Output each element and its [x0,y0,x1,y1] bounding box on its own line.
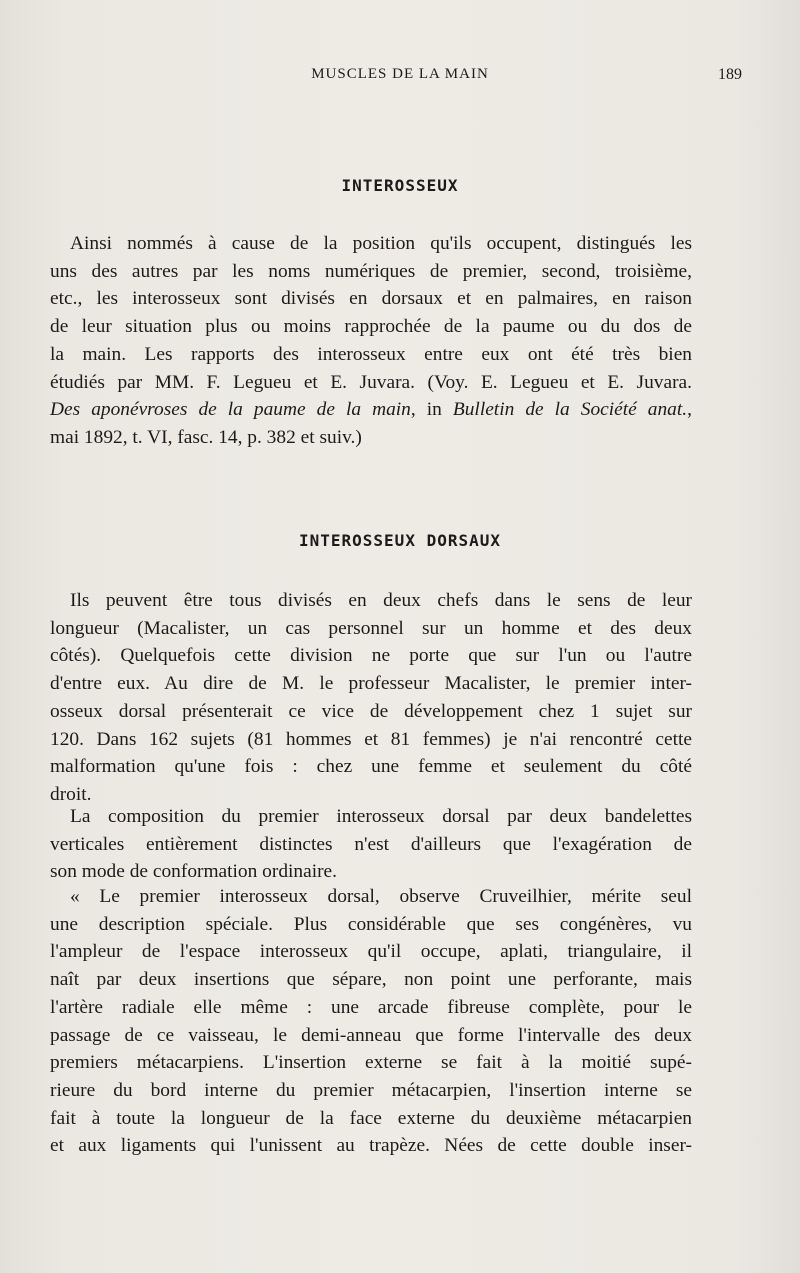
text-line: la main. Les rapports des interosseux entre eux ont été très bien [50,343,692,365]
text-line: son mode de conformation ordinaire. [50,861,338,883]
text-line: mai 1892, t. VI, fasc. 14, p. 382 et suiv.) [50,426,362,448]
text-line: « Le premier interosseux dorsal, observe Cruveilhier, mérite seul [70,886,692,907]
running-title: MUSCLES DE LA MAIN [311,66,489,82]
text-line: 120. Dans 162 sujets (81 hommes et 81 femmes) je n'ai rencontré cette [50,728,692,750]
paragraph-interosseux-intro [50,230,692,452]
text-line: droit. [50,783,92,805]
citation-tail: , [687,399,692,421]
text-line: d'entre eux. Au dire de M. le professeur Macalister, le premier inter- [50,673,692,695]
paragraph-dorsaux-3-quote [50,883,692,1160]
text-line: naît par deux insertions que sépare, non point une perforante, mais [50,969,692,991]
text-line: l'ampleur de l'espace interosseux qu'il occupe, aplati, triangulaire, il [50,941,692,963]
text-line: et aux ligaments qui l'unissent au trapèze. Nées de cette double inser- [50,1135,692,1157]
text-line: longueur (Macalister, un cas personnel sur un homme et des deux [50,617,692,639]
text-line: La composition du premier interosseux dorsal par deux bandelettes [70,806,692,827]
section-heading-interosseux: INTEROSSEUX [341,176,459,195]
text-line: uns des autres par les noms numériques de premier, second, troisième, [50,260,692,282]
citation-title-2: Bulletin de la Société anat. [452,399,688,421]
text-line: côtés). Quelquefois cette division ne porte que sur l'un ou l'autre [50,645,692,667]
citation-line [50,396,692,424]
paragraph-dorsaux-1 [50,587,692,809]
running-head [50,66,750,90]
text-line: etc., les interosseux sont divisés en dorsaux et en palmaires, en raison [50,288,692,310]
text-line: une description spéciale. Plus considérable que ses congénères, vu [50,913,692,935]
text-line: l'artère radiale elle même : une arcade fibreuse complète, pour le [50,996,692,1018]
text-line: Ils peuvent être tous divisés en deux chefs dans le sens de leur [70,590,692,611]
section-heading-interosseux-dorsaux: INTEROSSEUX DORSAUX [298,531,502,550]
citation-separator: , in [410,399,453,421]
text-line: verticales entièrement distinctes n'est d'ailleurs que l'exagération de [50,833,692,855]
text-line: passage de ce vaisseau, le demi-anneau que forme l'intervalle des deux [50,1024,692,1046]
paragraph-dorsaux-2 [50,803,692,886]
text-line: fait à toute la longueur de la face externe du deuxième métacarpien [50,1107,692,1129]
text-line: rieure du bord interne du premier métacarpien, l'insertion interne se [50,1079,692,1101]
text-line: premiers métacarpiens. L'insertion externe se fait à la moitié supé- [50,1052,692,1074]
text-line: de leur situation plus ou moins rapprochée de la paume ou du dos de [50,316,692,338]
text-line: malformation qu'une fois : chez une femme et seulement du côté [50,756,692,778]
page-number: 189 [718,66,742,83]
citation-title-1: Des aponévroses de la paume de la main [50,399,411,421]
text-line: étudiés par MM. F. Legueu et E. Juvara. (Voy. E. Legueu et E. Juvara. [50,371,692,393]
text-line: Ainsi nommés à cause de la position qu'ils occupent, distingués les [70,233,692,254]
text-line: osseux dorsal présenterait ce vice de développement chez 1 sujet sur [50,700,692,722]
